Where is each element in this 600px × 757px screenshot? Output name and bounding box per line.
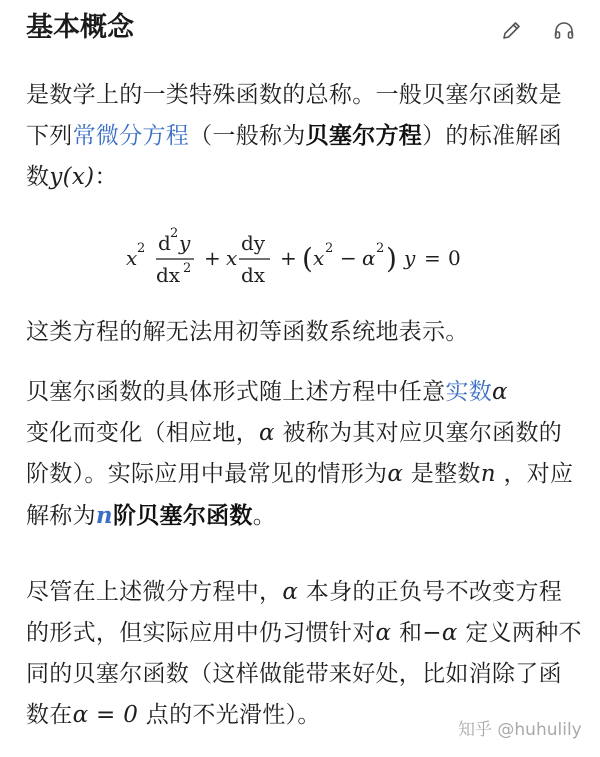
formula-plus1: +	[204, 246, 221, 270]
math-alpha: α	[492, 379, 508, 405]
math-alpha: α	[259, 420, 275, 446]
formula-x2: x	[226, 246, 238, 270]
formula-y1: y	[179, 231, 191, 255]
formula-sq2: 2	[170, 226, 179, 241]
formula-minus: −	[340, 246, 357, 270]
ode-link[interactable]: 常微分方程	[72, 123, 190, 149]
formula-open-paren: (	[302, 242, 313, 275]
formula-zero: 0	[448, 246, 461, 270]
formula-close-paren: )	[386, 242, 397, 275]
nth-bessel-function-term: 阶贝塞尔函数	[112, 503, 253, 529]
pencil-icon[interactable]	[500, 18, 524, 42]
formula-alpha: α	[362, 246, 376, 270]
math-alpha: α	[387, 461, 404, 487]
headphones-icon[interactable]	[552, 18, 576, 42]
section-header	[26, 8, 582, 48]
real-number-link[interactable]: 实数	[445, 379, 493, 405]
formula-sq3: 2	[183, 261, 192, 276]
math-alpha: α	[282, 579, 299, 605]
formula-sq5: 2	[376, 241, 385, 256]
formula-plus2: +	[280, 246, 297, 270]
paragraph-2: 这类方程的解无法用初等函数系统地表示。	[26, 319, 469, 345]
math-alpha-equals-zero: α = 0	[72, 702, 139, 728]
formula-dx1: dx	[156, 263, 181, 287]
formula-x3: x	[313, 246, 325, 270]
math-y-of-x: y(x)	[49, 164, 95, 190]
section-title: 基本概念	[26, 12, 134, 43]
formula-x1: x	[126, 246, 138, 270]
math-alpha: α	[375, 620, 392, 646]
paragraph-4: 尽管在上述微分方程中，α 本身的正负号不改变方程的形式，但实际应用中仍习惯针对α 和−α 定义两种不同的贝塞尔函数（这样做能带来好处，比如消除了函数在α = 0 点的不光滑性）。	[26, 579, 582, 728]
math-neg-alpha: −α	[422, 620, 458, 646]
formula-dx2: dx	[241, 263, 266, 287]
paragraph-3: 贝塞尔函数的具体形式随上述方程中任意实数α 变化而变化（相应地，α 被称为其对应贝塞尔函数的阶数）。实际应用中最常见的情形为α 是整数n ，对应解称为n阶贝塞尔函数。	[26, 379, 574, 529]
formula-dy: dy	[241, 231, 266, 255]
formula-equals: =	[424, 246, 441, 270]
formula-sq4: 2	[325, 241, 334, 256]
math-n-bold: n	[95, 502, 113, 529]
formula-sq1: 2	[137, 241, 146, 256]
bessel-equation-formula	[126, 220, 486, 290]
bessel-equation-term: 贝塞尔方程	[305, 123, 423, 149]
formula-y2: y	[404, 246, 416, 270]
math-n: n	[480, 461, 496, 487]
formula-d: d	[158, 231, 171, 255]
watermark: 知乎 @huhulily	[458, 720, 582, 740]
intro-paragraph: 是数学上的一类特殊函数的总称。一般贝塞尔函数是下列常微分方程（一般称为贝塞尔方程）的标准解函数y(x)：	[26, 82, 562, 190]
